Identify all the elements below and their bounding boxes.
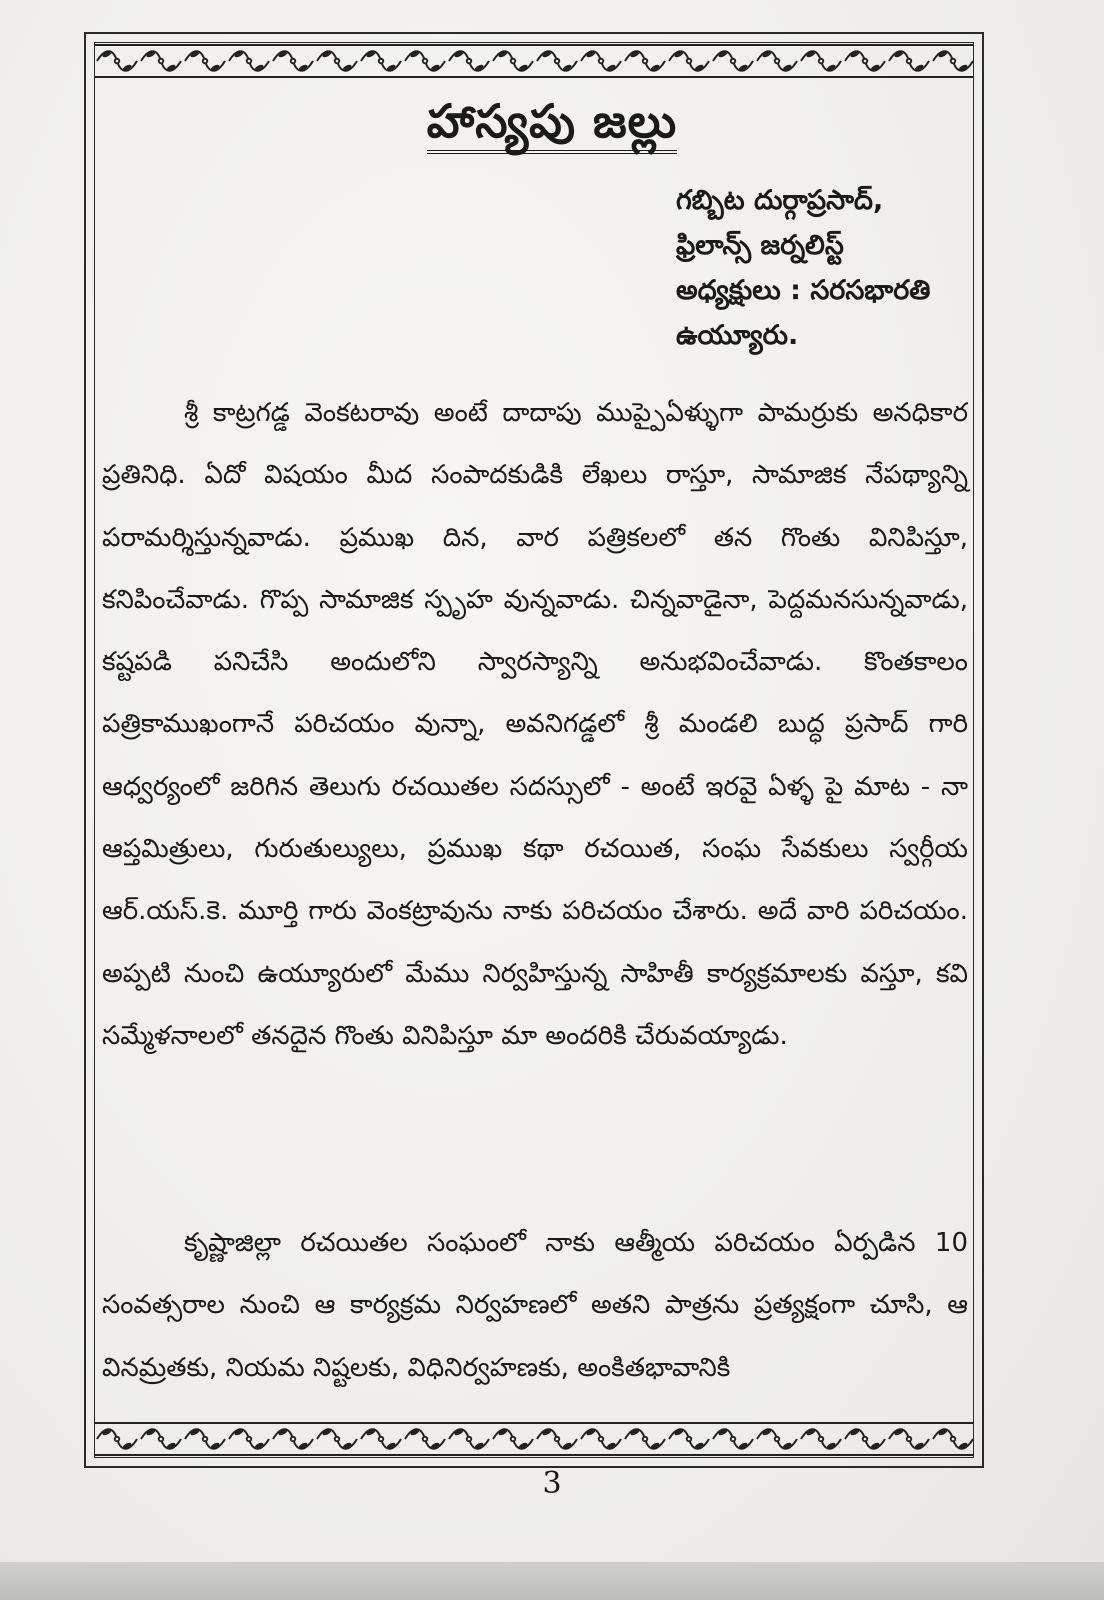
decorative-border-bottom xyxy=(95,1420,973,1458)
paragraph-2-text: కృష్ణాజిల్లా రచయితల సంఘంలో నాకు ఆత్మీయ పరిచయం ఏర్పడిన 10 సంవత్సరాల నుంచి ఆ కార్యక్రమ నిర్వహణలో అతని పాత్రను ప్రత్యక్షంగా చూసి, ఆ వినమ్రతకు, నియమ నిష్టలకు, విధినిర్వహణకు, అంకితభావానికి xyxy=(102,1228,968,1383)
scan-edge xyxy=(0,1562,1104,1600)
author-role: అధ్యక్షులు : సరసభారతి xyxy=(676,275,931,306)
paragraph-1 xyxy=(102,382,968,1067)
author-place: ఉయ్యూరు. xyxy=(676,320,799,351)
author-block xyxy=(676,178,976,358)
paragraph-2 xyxy=(102,1212,968,1399)
page-title-text: హాస్యపు జల్లు xyxy=(427,94,677,154)
decorative-border-top xyxy=(95,42,973,80)
author-profession: ఫ్రిలాన్స్ జర్నలిస్ట్ xyxy=(676,230,844,261)
page-number: 3 xyxy=(542,1466,562,1501)
paragraph-1-text: శ్రీ కాట్రగడ్డ వెంకటరావు అంటే దాదాపు ముప్పైఏళ్ళుగా పామర్రుకు అనధికార ప్రతినిధి. ఏదో విషయం మీద సంపాదకుడికి లేఖలు రాస్తూ, సామాజిక నేపథ్యాన్ని పరామర్శిస్తున్నవాడు. ప్రముఖ దిన, వార పత్రికలలో తన గొంతు వినిపిస్తూ, కనిపించేవాడు. గొప్ప సామాజిక స్పృహ వున్నవాడు. చిన్నవాడైనా, పెద్దమనసున్నవాడు, కష్టపడి పనిచేసి అందులోని స్వారస్యాన్ని అనుభవించేవాడు. కొంతకాలం పత్రికాముఖంగానే పరిచయం వున్నా, అవనిగడ్డలో శ్రీ మండలి బుద్ధ ప్రసాద్ గారి ఆధ్వర్యంలో జరిగిన తెలుగు రచయితల సదస్సులో - అంటే ఇరవై ఏళ్ళ పై మాట - నా ఆప్తమిత్రులు, గురుతుల్యులు, ప్రముఖ కథా రచయిత, సంఘ సేవకులు స్వర్గీయ ఆర్.యస్.కె. మూర్తి గారు వెంకట్రావును నాకు పరిచయం చేశారు. అదే వారి పరిచయం. అప్పటి నుంచి ఉయ్యూరులో మేము నిర్వహిస్తున్న సాహితీ కార్యక్రమాలకు వస్తూ, కవి సమ్మేళనాలలో తనదైన గొంతు వినిపిస్తూ మా అందరికి చేరువయ్యాడు. xyxy=(102,398,968,1051)
page-title xyxy=(0,94,1104,160)
author-name: గబ్బిట దుర్గాప్రసాద్, xyxy=(676,185,884,216)
